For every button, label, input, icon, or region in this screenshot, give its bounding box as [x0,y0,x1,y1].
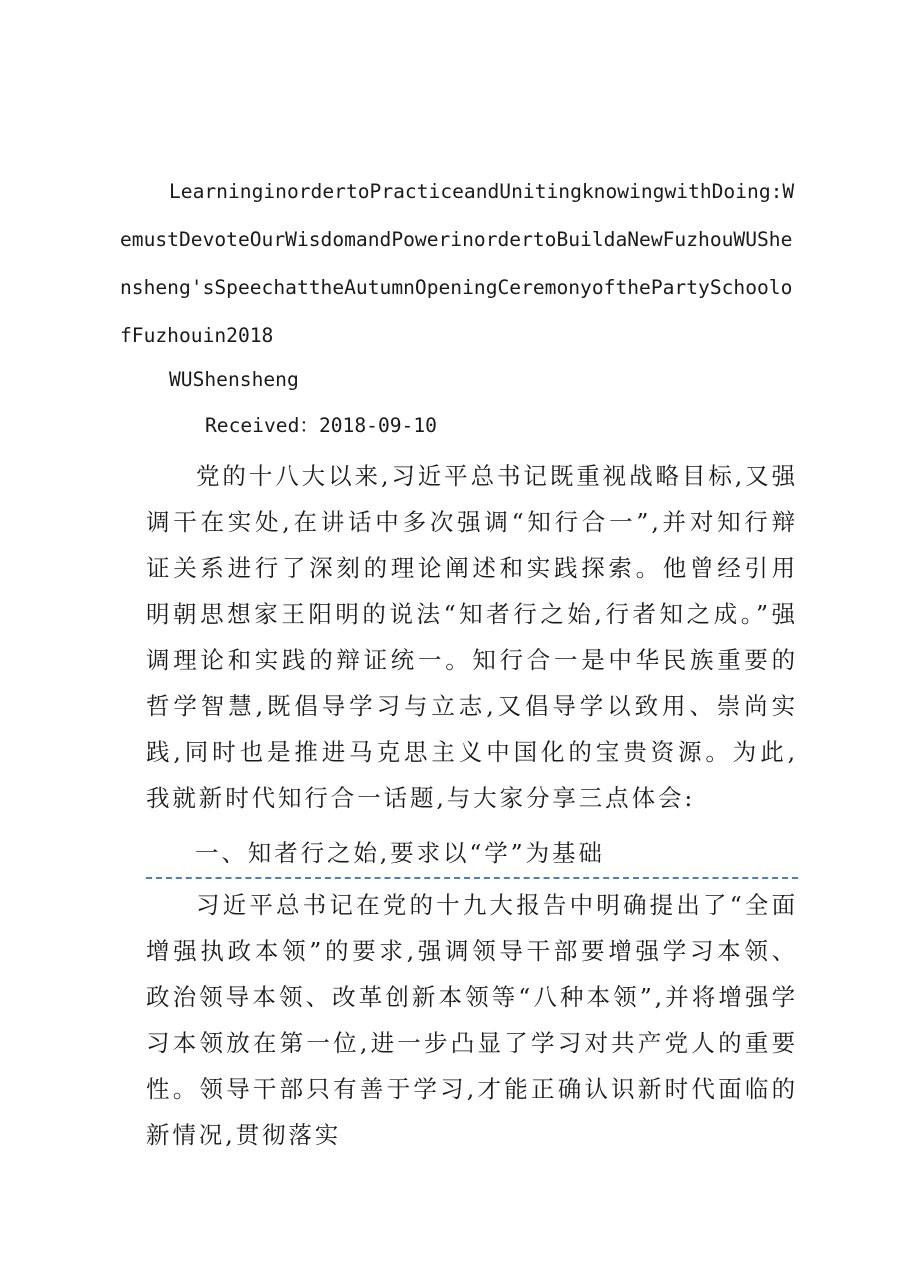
received-date: Received：2018-09-10 [205,414,437,437]
dashed-divider [146,877,798,879]
paragraph-section-1: 习近平总书记在党的十九大报告中明确提出了“全面增强执政本领”的要求,强调领导干部要增强学习本领、政治领导本领、改革创新本领等“八种本领”,并将增强学习本领放在第一位,进一步凸显了学习对共产党人的重要性。领导干部只有善于学习,才能正确认识新时代面临的新情况,贯彻落实 [146,891,798,1149]
section-heading-1: 一、知者行之始,要求以“学”为基础 [195,839,605,867]
english-title: LearninginordertoPracticeandUnitingknowingwithDoing:WemustDevoteOurWisdomandPowerinordertoBuildaNewFuzhouWUShensheng'sSpeechattheAutumnOpeningCeremonyofthePartySchoolofFuzhouin2018 [120,180,795,347]
author-name: WUShensheng [169,368,299,391]
paragraph-intro: 党的十八大以来,习近平总书记既重视战略目标,又强调干在实处,在讲话中多次强调“知行合一”,并对知行辩证关系进行了深刻的理论阐述和实践探索。他曾经引用明朝思想家王阳明的说法“知者行之始,行者知之成。”强调理论和实践的辩证统一。知行合一是中华民族重要的哲学智慧,既倡导学习与立志,又倡导学以致用、崇尚实践,同时也是推进马克思主义中国化的宝贵资源。为此,我就新时代知行合一话题,与大家分享三点体会: [146,462,798,812]
